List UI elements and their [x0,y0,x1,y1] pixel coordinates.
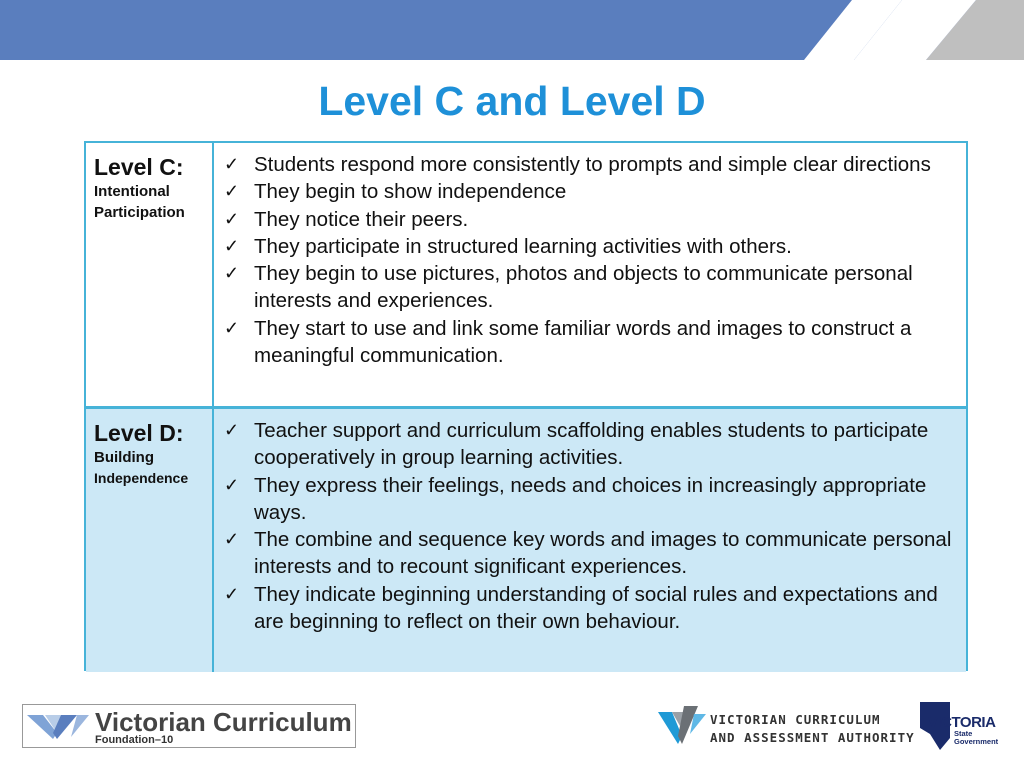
victoria-logo-sub [954,730,998,746]
level-c-subtitle-1: Intentional [94,183,170,200]
check-icon: ✓ [224,583,240,604]
vcaa-logo [658,702,915,748]
list-item [222,206,966,233]
victoria-logo-sub-1: State [954,729,973,738]
vc-logo-sub: Foundation–10 [95,734,174,746]
level-d-subtitle-1: Building [94,449,154,466]
list-item [222,315,966,370]
check-icon: ✓ [224,529,240,550]
check-icon: ✓ [224,208,240,229]
list-item [222,151,966,178]
list-item [222,417,966,472]
list-item-text: They participate in structured learning activities with others. [254,234,792,258]
level-d-content [214,409,966,672]
list-item [222,233,966,260]
vc-logo-name: Victorian Curriculum [95,707,352,737]
level-d-row [86,406,966,672]
list-item-text: Teacher support and curriculum scaffolding enables students to participate cooperatively in group learning activities. [254,419,929,470]
header-stripes [0,0,1024,60]
victoria-government-logo [916,700,1002,752]
level-d-name: Level D: [94,420,184,446]
check-icon: ✓ [224,317,240,338]
vc-chevron-icon [27,711,91,741]
list-item-text: They start to use and link some familiar words and images to construct a meaningful communication. [254,316,912,368]
level-c-row [86,143,966,406]
list-item-text: Students respond more consistently to prompts and simple clear directions [254,153,931,176]
victoria-logo-sub-2: Government [954,737,999,746]
victoria-logo-word: VICTORIA [928,714,996,731]
level-d-list [222,417,966,635]
check-icon: ✓ [224,420,240,440]
check-icon: ✓ [224,474,240,495]
list-item [222,178,966,205]
list-item-text: The combine and sequence key words and images to communicate personal interests and to recount significant experiences. [254,528,952,579]
vcaa-chevron-icon [658,702,708,748]
level-c-subtitle-2: Participation [94,204,185,221]
vcaa-line-1: VICTORIAN CURRICULUM [710,712,881,727]
level-c-label-cell [86,143,214,406]
level-c-list [222,151,966,369]
level-c-name: Level C: [94,154,184,180]
check-icon: ✓ [224,154,240,174]
vcaa-line-2: AND ASSESSMENT AUTHORITY [710,730,915,745]
check-icon: ✓ [224,263,240,284]
list-item [222,472,966,527]
level-d-subtitle-2: Independence [94,470,189,486]
list-item-text: They notice their peers. [254,207,469,231]
levels-table [84,141,968,671]
list-item-text: They begin to show independence [254,180,567,204]
list-item-text: They express their feelings, needs and choices in increasingly appropriate ways. [254,473,927,524]
list-item [222,260,966,315]
slide-title: Level C and Level D [318,78,706,124]
check-icon: ✓ [224,181,240,202]
list-item-text: They indicate beginning understanding of social rules and expectations and are beginning to reflect on their own behaviour. [254,582,938,634]
level-c-content [214,143,966,406]
list-item-text: They begin to use pictures, photos and objects to communicate personal interests and experiences. [254,262,913,313]
level-d-label-cell [86,409,214,672]
list-item [222,526,966,581]
check-icon: ✓ [224,235,240,256]
header-band [0,0,1024,60]
list-item [222,581,966,636]
victorian-curriculum-logo [22,704,356,748]
